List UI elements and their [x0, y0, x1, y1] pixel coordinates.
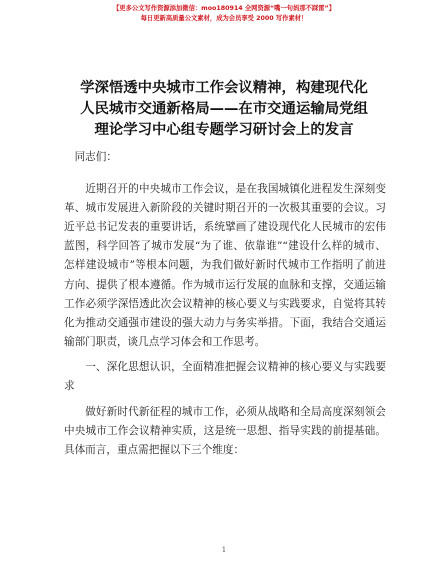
document-body: [64, 148, 386, 460]
section-heading-1: 一、深化思想认识，全面精准把握会议精神的核心要义与实践要求: [64, 360, 386, 393]
body-paragraph-section-1: 做好新时代新征程的城市工作，必须从战略和全局高度深刻领会中央城市工作会议精神实质，这是统一思想、指导实践的前提基础。具体而言，重点需把握以下三个维度：: [64, 406, 386, 457]
promo-banner-line-1: 【更多公文写作资源添加微信：moo180914 全网资源“嘴一句妈那不踩雷”】: [113, 5, 335, 12]
page-number: 1: [221, 546, 227, 554]
title-line-3: 理论学习中心组专题学习研讨会上的发言: [94, 122, 354, 138]
title-line-2: 人民城市交通新格局——在市交通运输局党组: [80, 101, 368, 117]
title-line-1: 学深悟透中央城市工作会议精神，构建现代化: [80, 80, 368, 96]
promo-banner: [0, 4, 448, 24]
promo-banner-line-2: 每日更新高质量公文素材，成为会员享受 2000 写作素材！: [140, 15, 308, 22]
body-paragraph-intro: 近期召开的中央城市工作会议，是在我国城镇化进程发生深刻变革、城市发展进入新阶段的关键时期召开的一次极其重要的会议。习近平总书记发表的重要讲话，系统擘画了建设现代化人民城市的宏伟蓝图，科学回答了城市发展“为了谁、依靠谁”“建设什么样的城市、怎样建设城市”等根本问题，为我们做好新时代城市工作指明了前进方向、提供了根本遵循。作为城市运行发展的血脉和支撑，交通运输工作必须学深悟透此次会议精神的核心要义与实践要求，自觉将其转化为推动交通强市建设的强大动力与务实举措。下面，我结合交通运输部门职责，谈几点学习体会和工作思考。: [64, 183, 386, 348]
document-title: [56, 78, 392, 141]
greeting: 同志们：: [74, 151, 117, 163]
